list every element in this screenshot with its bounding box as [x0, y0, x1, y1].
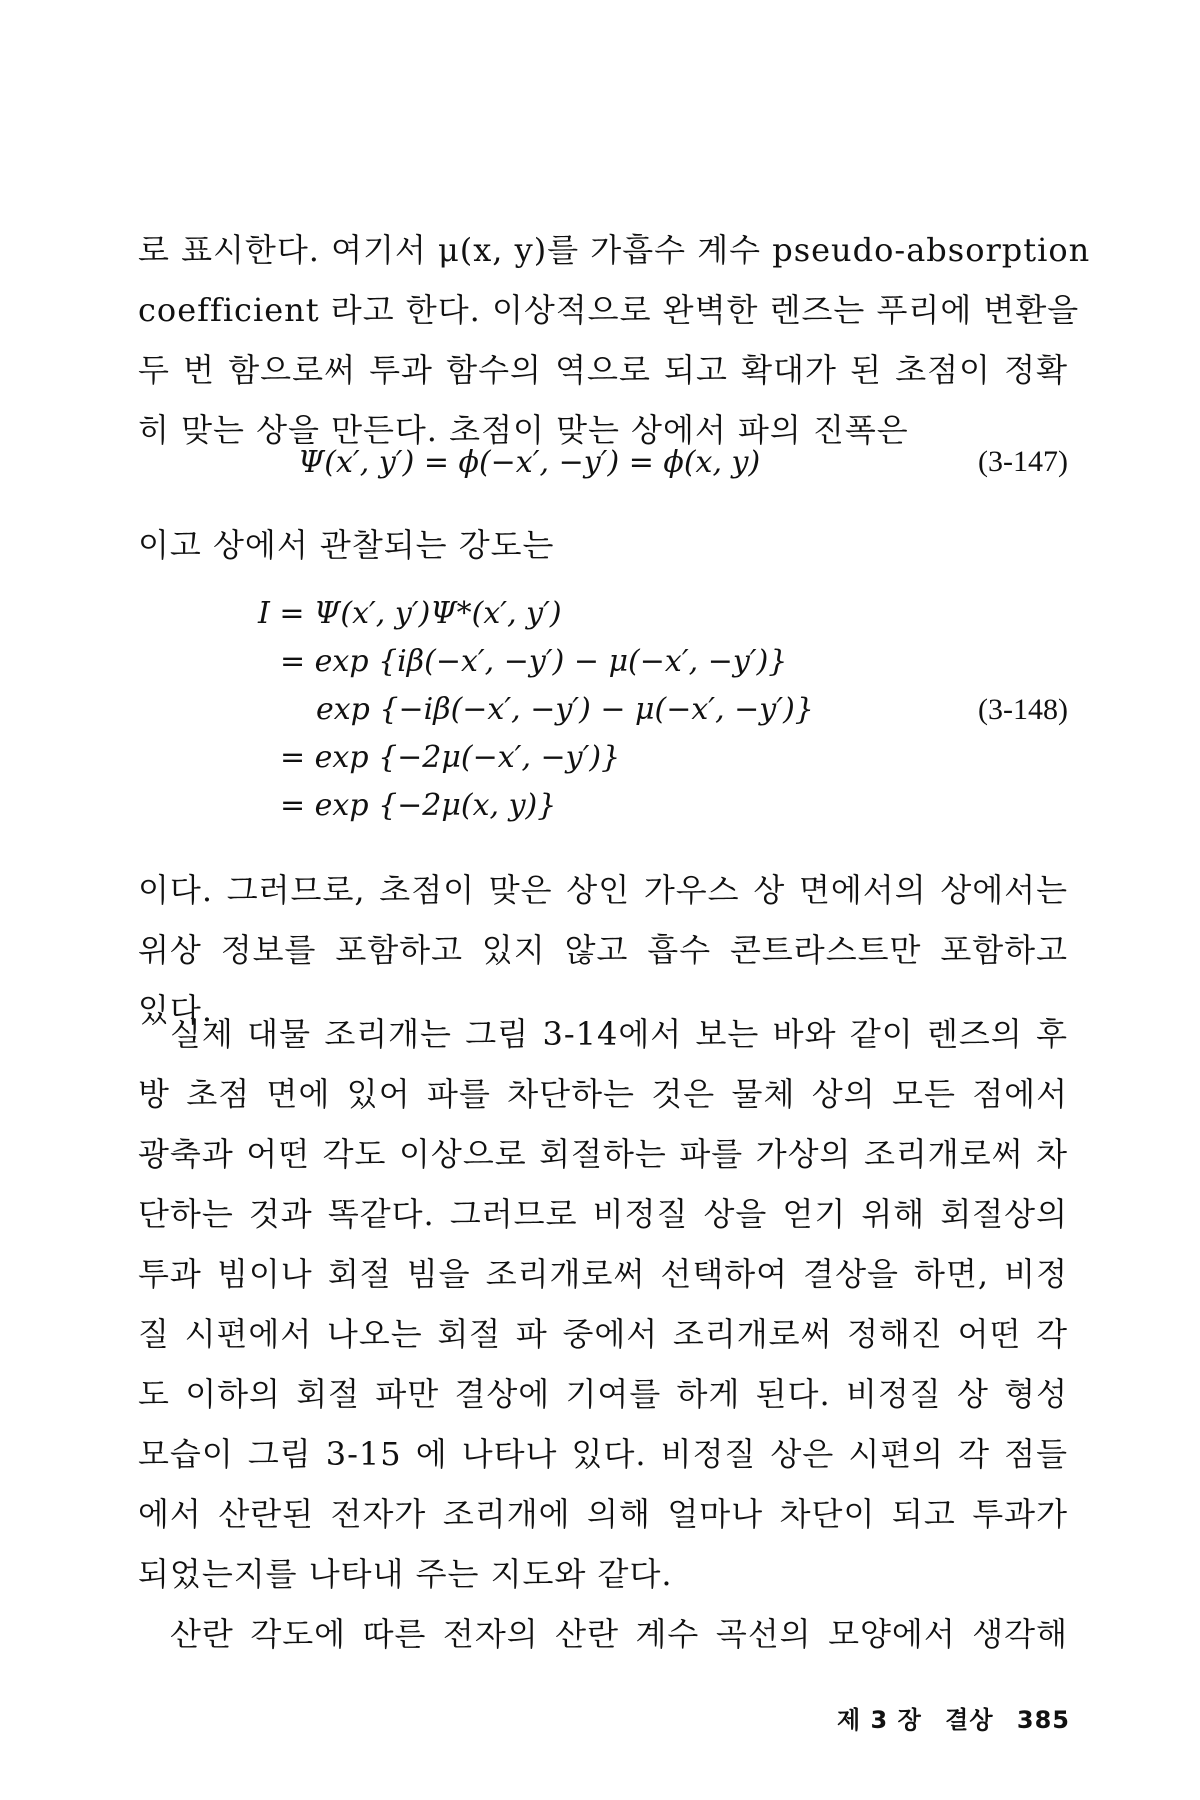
text-line: 있다.: [138, 991, 213, 1029]
text-line: 위상 정보를 포함하고 있지 않고 흡수 콘트라스트만 포함하고: [138, 931, 1068, 969]
text-line: 투과 빔이나 회절 빔을 조리개로써 선택하여 결상을 하면, 비정: [138, 1255, 1068, 1293]
text-line: 되었는지를 나타내 주는 지도와 같다.: [138, 1555, 673, 1593]
equation-number: (3-148): [978, 693, 1068, 726]
paragraph-2: [138, 515, 1068, 575]
equation-line: = exp {−2μ(−x′, −y′)}: [280, 740, 621, 775]
text-line: 광축과 어떤 각도 이상으로 회절하는 파를 가상의 조리개로써 차: [138, 1135, 1068, 1173]
equation-number: (3-147): [978, 445, 1068, 478]
text-line: 로 표시한다. 여기서 μ(x, y)를 가흡수 계수 pseudo-absorption: [138, 231, 1091, 269]
paragraph-4: [138, 1004, 1068, 1604]
equation-line: = exp {−2μ(x, y)}: [280, 788, 557, 823]
chapter-label: 제 3 장: [837, 1706, 922, 1734]
text-line: 두 번 함으로써 투과 함수의 역으로 되고 확대가 된 초점이 정확: [138, 351, 1068, 389]
equation-3-148: [138, 590, 1068, 840]
paragraph-5: [138, 1604, 1068, 1664]
text-line: 질 시편에서 나오는 회절 파 중에서 조리개로써 정해진 어떤 각: [138, 1315, 1068, 1353]
text-line: 이고 상에서 관찰되는 강도는: [138, 526, 555, 564]
text-line: 실제 대물 조리개는 그림 3-14에서 보는 바와 같이 렌즈의 후: [170, 1015, 1068, 1053]
text-line: 도 이하의 회절 파만 결상에 기여를 하게 된다. 비정질 상 형성: [138, 1375, 1068, 1413]
equation-formula: Ψ(x′, y′) = ϕ(−x′, −y′) = ϕ(x, y): [298, 445, 761, 480]
text-line: 히 맞는 상을 만든다. 초점이 맞는 상에서 파의 진폭은: [138, 411, 909, 449]
paragraph-1: [138, 220, 1091, 460]
equation-line: I = Ψ(x′, y′)Ψ*(x′, y′): [258, 596, 562, 631]
equation-line: exp {−iβ(−x′, −y′) − μ(−x′, −y′)}: [316, 692, 814, 727]
page-number: 385: [1016, 1706, 1070, 1734]
text-line: 단하는 것과 똑같다. 그러므로 비정질 상을 얻기 위해 회절상의: [138, 1195, 1068, 1233]
text-line: 방 초점 면에 있어 파를 차단하는 것은 물체 상의 모든 점에서: [138, 1075, 1068, 1113]
page-footer: [823, 1700, 1070, 1735]
text-line: 이다. 그러므로, 초점이 맞은 상인 가우스 상 면에서의 상에서는: [138, 871, 1068, 909]
equation-line: = exp {iβ(−x′, −y′) − μ(−x′, −y′)}: [280, 644, 788, 679]
text-line: coefficient 라고 한다. 이상적으로 완벽한 렌즈는 푸리에 변환을: [138, 291, 1080, 329]
equation-3-147: [138, 445, 1068, 495]
text-line: 산란 각도에 따른 전자의 산란 계수 곡선의 모양에서 생각해: [170, 1615, 1068, 1653]
text-line: 모습이 그림 3-15 에 나타나 있다. 비정질 상은 시편의 각 점들: [138, 1435, 1068, 1473]
section-label: 결상: [945, 1706, 994, 1734]
text-line: 에서 산란된 전자가 조리개에 의해 얼마나 차단이 되고 투과가: [138, 1495, 1068, 1533]
